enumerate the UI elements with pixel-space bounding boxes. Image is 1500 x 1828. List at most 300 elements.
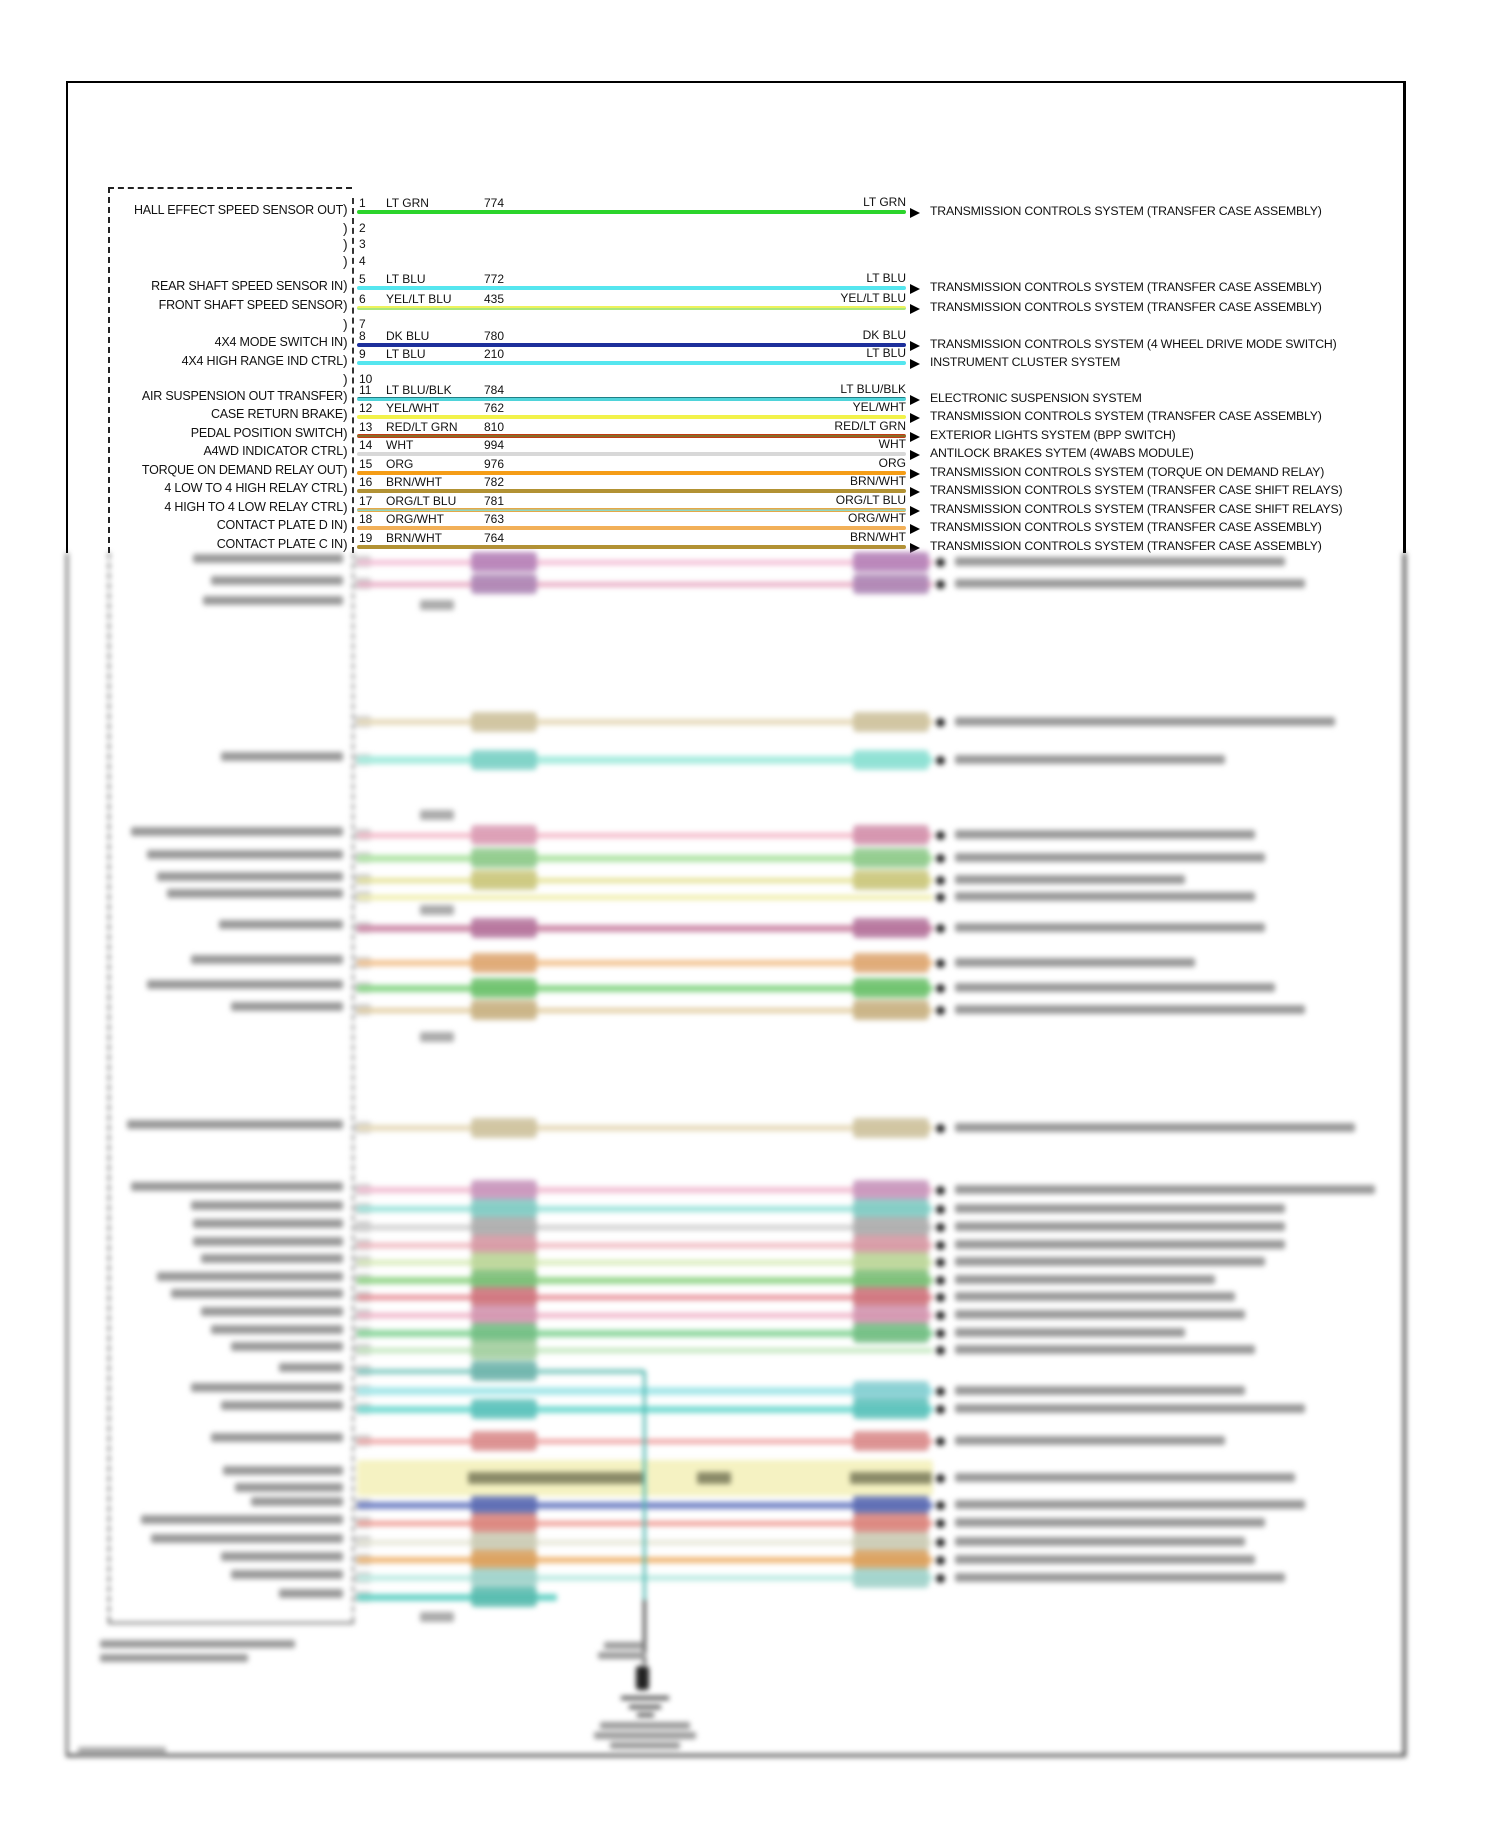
wire-color-label-right: BRN/WHT <box>850 530 906 544</box>
connector-function-label: A4WD INDICATOR CTRL <box>203 444 343 458</box>
wire-color-label-right: BRN/WHT <box>850 474 906 488</box>
wire-yel-wht <box>357 415 906 419</box>
wire-color-label: YEL/WHT <box>386 401 440 415</box>
pin-bracket: ) <box>343 253 348 269</box>
blurred-connector-blob-left <box>471 750 537 770</box>
blurred-destination-dot <box>936 1519 945 1528</box>
wire-color-label-right: DK BLU <box>862 328 906 342</box>
pin-bracket: ) <box>343 425 348 441</box>
pin-bracket: ) <box>343 517 348 533</box>
pin-number: 9 <box>359 347 366 361</box>
frame-border-right-blurred <box>1403 553 1406 1756</box>
pin-number: 12 <box>359 401 373 415</box>
circuit-number-label: 994 <box>484 438 505 452</box>
destination-arrow-icon <box>910 359 920 369</box>
connector-function-label: 4 LOW TO 4 HIGH RELAY CTRL <box>164 481 343 495</box>
wire-color-label-right: LT BLU/BLK <box>840 382 906 396</box>
blurred-destination-dot <box>936 1474 945 1483</box>
blurred-connector-blob-left <box>471 712 537 732</box>
circuit-number-label: 784 <box>484 383 505 397</box>
connector-box-top-edge <box>108 187 352 189</box>
blurred-destination-label <box>955 1240 1285 1249</box>
blurred-corner-code <box>78 1747 166 1755</box>
wire-org-wht <box>357 526 906 530</box>
connector-function-label: 4X4 HIGH RANGE IND CTRL <box>181 354 343 368</box>
blurred-connector-blob-left <box>471 953 537 973</box>
blurred-connector-blob-right <box>853 918 929 938</box>
blurred-destination-label <box>955 1518 1265 1527</box>
wire-lt-grn <box>357 210 906 214</box>
blurred-destination-dot <box>936 558 945 567</box>
blurred-connector-blob-left <box>471 1252 537 1272</box>
blurred-left-label <box>221 752 343 761</box>
blurred-destination-label <box>955 923 1265 932</box>
connector-function-label: REAR SHAFT SPEED SENSOR IN <box>151 279 343 293</box>
connector-box-bottom-edge-blurred <box>108 1622 354 1624</box>
wire-color-label: ORG/LT BLU <box>386 494 457 508</box>
blurred-destination-dot <box>936 1276 945 1285</box>
blurred-left-label <box>167 889 343 898</box>
blurred-destination-dot <box>936 580 945 589</box>
blurred-wire <box>357 1243 933 1248</box>
blurred-connector-blob-right <box>853 1252 929 1272</box>
blurred-connector-blob-right <box>853 1118 929 1138</box>
blurred-connector-blob-right <box>853 712 929 732</box>
circuit-number-label: 774 <box>484 196 505 210</box>
destination-system-label: TRANSMISSION CONTROLS SYSTEM (TRANSFER CASE SHIFT RELAYS) <box>930 483 1343 497</box>
blurred-destination-label <box>955 1436 1225 1445</box>
blurred-destination-dot <box>936 1556 945 1565</box>
blurred-wire <box>357 560 933 565</box>
blurred-destination-label <box>955 1537 1245 1546</box>
connector-function-label: 4 HIGH TO 4 LOW RELAY CTRL <box>164 500 343 514</box>
frame-border-left-blurred <box>66 553 68 1756</box>
destination-system-label: ANTILOCK BRAKES SYTEM (4WABS MODULE) <box>930 446 1194 460</box>
blurred-connector-blob-left <box>471 978 537 998</box>
blurred-connector-blob-left <box>471 1340 537 1360</box>
blurred-destination-label <box>955 1555 1255 1564</box>
destination-arrow-icon <box>910 450 920 460</box>
blurred-left-label <box>211 576 343 585</box>
blurred-connector-blob-left <box>471 1550 537 1570</box>
wire-color-label: RED/LT GRN <box>386 420 458 434</box>
circuit-number-label: 764 <box>484 531 505 545</box>
blurred-wire <box>357 582 933 587</box>
blurred-connector-code <box>420 905 454 915</box>
blurred-destination-dot <box>936 718 945 727</box>
blurred-left-label <box>171 1289 343 1298</box>
blurred-left-label <box>193 1219 343 1228</box>
blurred-connector-blob-right <box>853 1431 929 1451</box>
blurred-connector-blob-right <box>853 870 929 890</box>
wire-color-label: LT BLU <box>386 347 426 361</box>
blurred-wire <box>357 1125 933 1131</box>
connector-pin-face-blurred <box>352 553 354 1622</box>
blurred-destination-dot <box>936 1205 945 1214</box>
blurred-destination-dot <box>936 893 945 902</box>
blurred-left-label <box>231 1002 343 1011</box>
blurred-connector-blob-left <box>471 1513 537 1533</box>
connector-function-label: HALL EFFECT SPEED SENSOR OUT <box>133 203 343 217</box>
pin-number: 14 <box>359 438 373 452</box>
wire-color-label-right: WHT <box>878 437 906 451</box>
pin-number: 2 <box>359 221 366 235</box>
ground-symbol-icon <box>629 1705 661 1709</box>
blurred-connector-blob-right <box>853 1199 929 1219</box>
blurred-wire <box>357 1330 933 1337</box>
frame-border-bottom-blurred <box>66 1754 1406 1757</box>
blurred-wire <box>357 855 933 862</box>
pin-number: 18 <box>359 512 373 526</box>
pin-number: 3 <box>359 237 366 251</box>
blurred-connector-blob-left <box>471 1532 537 1552</box>
blurred-left-label <box>127 1120 343 1129</box>
pin-bracket: ) <box>343 536 348 552</box>
blurred-left-label <box>193 554 343 563</box>
pin-bracket: ) <box>343 297 348 313</box>
connector-function-label: TORQUE ON DEMAND RELAY OUT <box>141 463 343 477</box>
blurred-connector-blob-left <box>471 552 537 572</box>
blurred-connector-blob-right <box>853 1513 929 1533</box>
blurred-diagram-region <box>0 553 1500 1828</box>
blurred-left-label <box>203 596 343 605</box>
pin-number: 13 <box>359 420 373 434</box>
blurred-wire <box>357 895 933 900</box>
blurred-destination-dot <box>936 1501 945 1510</box>
destination-system-label: TRANSMISSION CONTROLS SYSTEM (TRANSFER CASE ASSEMBLY) <box>930 520 1322 534</box>
pin-number: 6 <box>359 292 366 306</box>
blurred-connector-blob-right <box>853 552 929 572</box>
wire-color-label: DK BLU <box>386 329 430 343</box>
blurred-connector-blob-right <box>853 1000 929 1020</box>
blurred-wire <box>357 960 933 966</box>
destination-arrow-icon <box>910 469 920 479</box>
blurred-destination-dot <box>936 756 945 765</box>
blurred-left-label <box>157 1272 343 1281</box>
wire-color-label-right: ORG <box>878 456 906 470</box>
blurred-connector-blob-left <box>471 1199 537 1219</box>
destination-arrow-icon <box>910 341 920 351</box>
blurred-connector-blob-right <box>853 1381 929 1401</box>
connector-function-label: CONTACT PLATE D IN <box>216 518 343 532</box>
blurred-connector-code <box>420 810 454 820</box>
blurred-left-label <box>191 955 343 964</box>
blurred-destination-dot <box>936 1223 945 1232</box>
circuit-number-label: 772 <box>484 272 505 286</box>
blurred-destination-label <box>955 1222 1285 1231</box>
pin-number: 1 <box>359 196 366 210</box>
blurred-connector-blob-left <box>471 1217 537 1237</box>
blurred-connector-code <box>420 1612 454 1622</box>
blurred-destination-dot <box>936 1538 945 1547</box>
wire-color-label-right: YEL/WHT <box>852 400 906 414</box>
blurred-wire <box>357 1008 933 1013</box>
blurred-left-label <box>211 1325 343 1334</box>
wire-color-label: WHT <box>386 438 414 452</box>
pin-bracket: ) <box>343 406 348 422</box>
pin-bracket: ) <box>343 352 348 368</box>
blurred-connector-blob-left <box>471 1000 537 1020</box>
blurred-connector-blob-right <box>853 1305 929 1325</box>
blurred-band-text <box>850 1472 932 1484</box>
blurred-destination-dot <box>936 1293 945 1302</box>
blurred-destination-dot <box>936 924 945 933</box>
wire-color-label: BRN/WHT <box>386 531 442 545</box>
circuit-number-label: 781 <box>484 494 505 508</box>
blurred-destination-dot <box>936 1311 945 1320</box>
blurred-connector-blob-right <box>853 1399 929 1419</box>
blurred-destination-label <box>955 958 1195 967</box>
blurred-destination-dot <box>936 1574 945 1583</box>
pin-number: 8 <box>359 329 366 343</box>
pin-number: 5 <box>359 272 366 286</box>
circuit-number-label: 810 <box>484 420 505 434</box>
destination-system-label: TRANSMISSION CONTROLS SYSTEM (TRANSFER CASE ASSEMBLY) <box>930 539 1322 553</box>
blurred-left-label <box>231 1342 343 1351</box>
blurred-destination-dot <box>936 959 945 968</box>
wire-color-label: LT BLU <box>386 272 426 286</box>
blurred-connector-blob-left <box>471 825 537 845</box>
blurred-left-label <box>131 827 343 836</box>
pin-bracket: ) <box>343 371 348 387</box>
blurred-connector-blob-right <box>853 1550 929 1570</box>
blurred-wire <box>357 719 933 725</box>
circuit-number-label: 780 <box>484 329 505 343</box>
wire-brn-wht <box>357 489 906 493</box>
blurred-destination-dot <box>936 1241 945 1250</box>
pin-number: 7 <box>359 317 366 331</box>
blurred-destination-dot <box>936 1186 945 1195</box>
blurred-destination-label <box>955 1257 1265 1266</box>
blurred-destination-dot <box>936 1437 945 1446</box>
destination-arrow-icon <box>910 208 920 218</box>
blurred-left-label <box>221 1552 343 1561</box>
blurred-destination-label <box>955 1573 1285 1582</box>
blurred-destination-label <box>955 983 1275 992</box>
wire-color-label-right: LT BLU <box>866 271 906 285</box>
blurred-connector-blob-left <box>471 1568 537 1588</box>
blurred-connector-blob-right <box>853 953 929 973</box>
blurred-band-text <box>697 1472 731 1484</box>
blurred-splice-label <box>598 1652 646 1659</box>
destination-arrow-icon <box>910 524 920 534</box>
blurred-left-label <box>141 1515 343 1524</box>
pin-bracket: ) <box>343 462 348 478</box>
blurred-wire <box>357 1260 933 1265</box>
blurred-connector-blob-right <box>853 1532 929 1552</box>
blurred-left-label <box>235 1483 343 1492</box>
pin-bracket: ) <box>343 277 348 293</box>
blurred-left-label <box>147 980 343 989</box>
wire-color-label: ORG/WHT <box>386 512 444 526</box>
blurred-destination-label <box>955 853 1265 862</box>
destination-arrow-icon <box>910 304 920 314</box>
blurred-connector-blob-right <box>853 1495 929 1515</box>
blurred-left-label <box>279 1363 343 1372</box>
blurred-connector-blob-right <box>853 574 929 594</box>
blurred-band-text <box>468 1472 643 1484</box>
connector-function-label: PEDAL POSITION SWITCH <box>190 426 343 440</box>
blurred-wire <box>357 985 933 992</box>
blurred-destination-dot <box>936 1387 945 1396</box>
wire-yel-ltblu <box>357 306 906 310</box>
pin-number: 19 <box>359 531 373 545</box>
blurred-left-label <box>231 1570 343 1579</box>
wire-color-label-right: ORG/LT BLU <box>835 493 906 507</box>
destination-arrow-icon <box>910 395 920 405</box>
destination-arrow-icon <box>910 487 920 497</box>
pin-number: 17 <box>359 494 373 508</box>
blurred-splice-label <box>604 1642 644 1649</box>
destination-system-label: EXTERIOR LIGHTS SYSTEM (BPP SWITCH) <box>930 428 1176 442</box>
blurred-destination-label <box>955 875 1185 884</box>
connector-function-label: FRONT SHAFT SPEED SENSOR <box>158 298 343 312</box>
blurred-left-label <box>157 872 343 881</box>
blurred-connector-blob-right <box>853 978 929 998</box>
connector-function-label: CONTACT PLATE C IN <box>216 537 343 551</box>
blurred-ground-label <box>610 1742 680 1749</box>
connector-function-label: CASE RETURN BRAKE <box>210 407 343 421</box>
connector-function-label: AIR SUSPENSION OUT TRANSFER <box>141 389 343 403</box>
blurred-destination-label <box>955 1500 1305 1509</box>
blurred-left-label <box>221 1401 343 1410</box>
pin-bracket: ) <box>343 316 348 332</box>
circuit-number-label: 210 <box>484 347 505 361</box>
wire-color-label: LT BLU/BLK <box>386 383 452 397</box>
blurred-left-label <box>191 1201 343 1210</box>
circuit-number-label: 976 <box>484 457 505 471</box>
blurred-connector-code <box>420 600 454 610</box>
circuit-number-label: 782 <box>484 475 505 489</box>
blurred-left-label <box>191 1383 343 1392</box>
wire-wht <box>357 452 906 456</box>
ground-symbol-icon <box>637 1713 654 1717</box>
blurred-connector-blob-right <box>853 750 929 770</box>
blurred-wire <box>357 1187 933 1193</box>
blurred-destination-dot <box>936 876 945 885</box>
pin-bracket: ) <box>343 236 348 252</box>
blurred-destination-label <box>955 1275 1215 1284</box>
blurred-wire <box>357 756 933 764</box>
blurred-connector-blob-left <box>471 870 537 890</box>
blurred-left-label <box>201 1307 343 1316</box>
blurred-ground-label <box>594 1732 696 1739</box>
blurred-destination-label <box>955 1386 1245 1395</box>
blurred-connector-blob-left <box>471 848 537 868</box>
blurred-connector-blob-left <box>471 1587 537 1607</box>
pin-bracket: ) <box>343 443 348 459</box>
blurred-left-label <box>211 1433 343 1442</box>
blurred-connector-blob-left <box>471 1287 537 1307</box>
destination-system-label: TRANSMISSION CONTROLS SYSTEM (TRANSFER CASE ASSEMBLY) <box>930 300 1322 314</box>
ground-symbol-icon <box>621 1696 669 1700</box>
blurred-destination-label <box>955 1310 1245 1319</box>
wire-color-label-right: YEL/LT BLU <box>840 291 906 305</box>
blurred-destination-label <box>955 1404 1305 1413</box>
blurred-connector-blob-right <box>853 825 929 845</box>
destination-system-label: ELECTRONIC SUSPENSION SYSTEM <box>930 391 1142 405</box>
blurred-connector-blob-left <box>471 1399 537 1419</box>
blurred-destination-dot <box>936 1006 945 1015</box>
wire-color-label-right: ORG/WHT <box>848 511 906 525</box>
blurred-wire <box>357 1295 933 1300</box>
blurred-destination-dot <box>936 854 945 863</box>
blurred-destination-label <box>955 1204 1285 1213</box>
blurred-left-label <box>147 850 343 859</box>
blurred-destination-label <box>955 557 1285 566</box>
wire-color-label: LT GRN <box>386 196 429 210</box>
blurred-connector-blob-right <box>853 1568 929 1588</box>
wire-color-label-right: LT GRN <box>863 195 906 209</box>
blurred-connector-blob-right <box>853 1180 929 1200</box>
pin-bracket: ) <box>343 480 348 496</box>
blurred-wire <box>357 1348 933 1353</box>
pin-number: 11 <box>359 383 372 397</box>
destination-arrow-icon <box>910 432 920 442</box>
pin-bracket: ) <box>343 334 348 350</box>
blurred-wire <box>357 833 933 838</box>
destination-system-label: TRANSMISSION CONTROLS SYSTEM (TORQUE ON DEMAND RELAY) <box>930 465 1325 479</box>
blurred-destination-label <box>955 1473 1295 1482</box>
ground-splice-blob <box>636 1666 649 1690</box>
blurred-left-label <box>131 1182 343 1191</box>
blurred-destination-label <box>955 892 1255 901</box>
blurred-destination-label <box>955 1328 1185 1337</box>
wire-color-label: YEL/LT BLU <box>386 292 452 306</box>
blurred-destination-dot <box>936 831 945 840</box>
blurred-connector-blob-left <box>471 1305 537 1325</box>
blurred-connector-blob-left <box>471 1180 537 1200</box>
blurred-destination-dot <box>936 1405 945 1414</box>
pin-bracket: ) <box>343 499 348 515</box>
destination-arrow-icon <box>910 506 920 516</box>
frame-border-top <box>66 81 1405 83</box>
blurred-connector-blob-left <box>471 1495 537 1515</box>
destination-system-label: TRANSMISSION CONTROLS SYSTEM (TRANSFER CASE ASSEMBLY) <box>930 280 1322 294</box>
pin-bracket: ) <box>343 201 348 217</box>
destination-system-label: TRANSMISSION CONTROLS SYSTEM (TRANSFER CASE ASSEMBLY) <box>930 409 1322 423</box>
destination-system-label: TRANSMISSION CONTROLS SYSTEM (TRANSFER CASE ASSEMBLY) <box>930 204 1322 218</box>
blurred-left-label <box>201 1254 343 1263</box>
blurred-left-label <box>193 1237 343 1246</box>
blurred-left-label <box>151 1534 343 1543</box>
pin-number: 4 <box>359 254 366 268</box>
destination-system-label: TRANSMISSION CONTROLS SYSTEM (TRANSFER CASE SHIFT RELAYS) <box>930 502 1343 516</box>
blurred-connector-blob-left <box>471 918 537 938</box>
blurred-destination-label <box>955 755 1225 764</box>
blurred-destination-dot <box>936 1124 945 1133</box>
blurred-destination-label <box>955 717 1335 726</box>
pin-number: 16 <box>359 475 373 489</box>
blurred-destination-dot <box>936 1258 945 1267</box>
blurred-connector-blob-right <box>853 1323 929 1343</box>
blurred-connector-blob-right <box>853 848 929 868</box>
wire-color-label: BRN/WHT <box>386 475 442 489</box>
blurred-connector-blob-left <box>471 1118 537 1138</box>
blurred-destination-label <box>955 830 1255 839</box>
destination-arrow-icon <box>910 284 920 294</box>
blurred-destination-label <box>955 1005 1305 1014</box>
connector-function-label: 4X4 MODE SWITCH IN <box>214 335 343 349</box>
blurred-left-label <box>251 1497 343 1506</box>
blurred-wire <box>357 1313 933 1318</box>
blurred-wire <box>357 878 933 883</box>
blurred-connector-blob-left <box>471 1431 537 1451</box>
pin-bracket: ) <box>343 388 348 404</box>
wire-brn-wht <box>357 545 906 549</box>
pin-number: 10 <box>359 372 373 386</box>
pin-number: 15 <box>359 457 373 471</box>
